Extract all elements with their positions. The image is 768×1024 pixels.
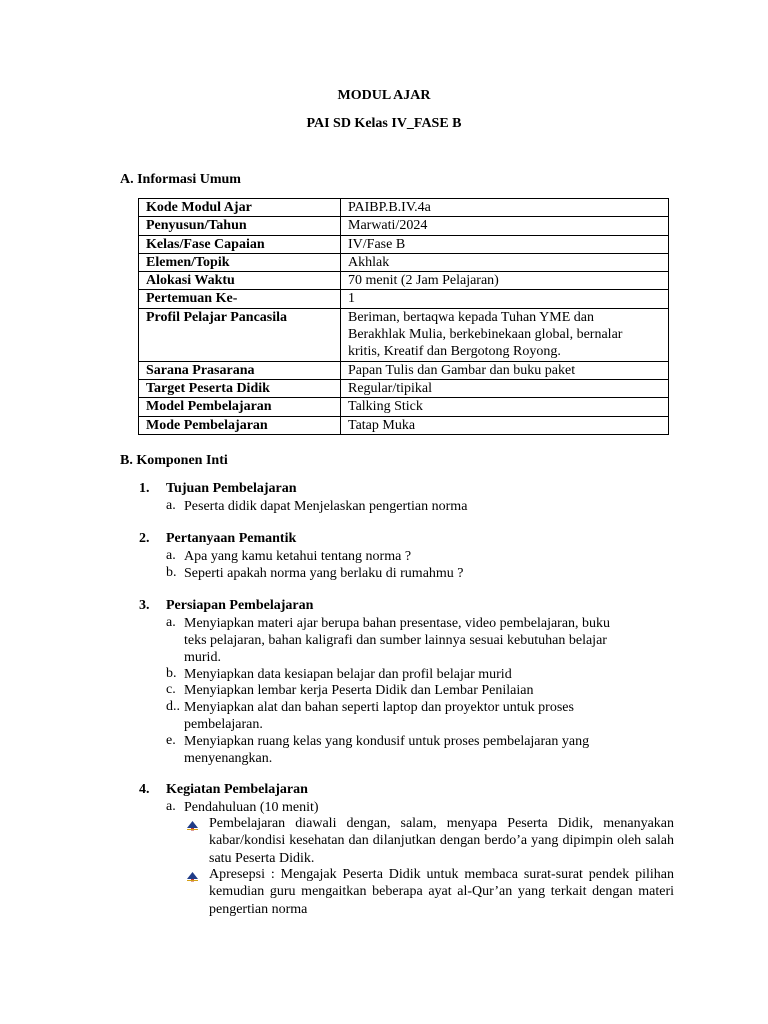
item-title: Kegiatan Pembelajaran [166, 782, 308, 797]
sub-text: Menyiapkan lembar kerja Peserta Didik dan Lembar Penilaian [184, 683, 534, 698]
sub-letter: d.. [166, 699, 180, 714]
document-subtitle: PAI SD Kelas IV_FASE B [306, 116, 462, 131]
table-value: Beriman, bertaqwa kepada Tuhan YME dan Berakhlak Mulia, berkebinekaan global, bernalar kritis, Kreatif dan Bergotong Royong. [341, 308, 669, 361]
table-row [139, 199, 669, 217]
item-number: 2. [139, 531, 150, 546]
sub-text: Seperti apakah norma yang berlaku di rumahmu ? [184, 566, 464, 581]
document-title: MODUL AJAR [337, 88, 431, 103]
item-number: 3. [139, 598, 150, 613]
table-key: Kode Modul Ajar [139, 199, 341, 217]
table-value: 1 [341, 290, 669, 308]
table-key: Model Pembelajaran [139, 398, 341, 416]
table-value: PAIBP.B.IV.4a [341, 199, 669, 217]
table-row [139, 361, 669, 379]
sub-letter: a. [166, 548, 176, 563]
section-a-heading: A. Informasi Umum [120, 172, 241, 187]
table-row [139, 398, 669, 416]
sub-text: Menyiapkan alat dan bahan seperti laptop dan proyektor untuk proses [184, 700, 574, 715]
table-row [139, 308, 669, 361]
table-key: Target Peserta Didik [139, 379, 341, 397]
table-key: Pertemuan Ke- [139, 290, 341, 308]
sub-letter: b. [166, 666, 177, 681]
sub-text: Menyiapkan materi ajar berupa bahan presentase, video pembelajaran, buku [184, 616, 611, 631]
item-title: Tujuan Pembelajaran [166, 481, 297, 496]
table-key: Penyusun/Tahun [139, 217, 341, 235]
table-value: Papan Tulis dan Gambar dan buku paket [341, 361, 669, 379]
item-title: Pertanyaan Pemantik [166, 531, 297, 546]
table-row [139, 235, 669, 253]
section-b-heading: B. Komponen Inti [120, 453, 228, 468]
table-key: Mode Pembelajaran [139, 416, 341, 434]
item-title: Persiapan Pembelajaran [166, 598, 314, 613]
sub-text: Pendahuluan (10 menit) [184, 800, 319, 815]
table-value: Talking Stick [341, 398, 669, 416]
sub-letter: a. [166, 615, 176, 630]
table-key: Sarana Prasarana [139, 361, 341, 379]
item-number: 4. [139, 782, 150, 797]
bullet-text: Pembelajaran diawali dengan, salam, menyapa Peserta Didik, menanyakan kabar/kondisi kesehatan dan dilanjutkan dengan berdo’a yang dipimpin oleh salah satu Peserta Didik. [209, 816, 674, 866]
table-row [139, 379, 669, 397]
sub-text: Menyiapkan data kesiapan belajar dan profil belajar murid [184, 667, 512, 682]
sub-text: menyenangkan. [184, 751, 273, 766]
item-number: 1. [139, 481, 150, 496]
sub-text: Menyiapkan ruang kelas yang kondusif untuk proses pembelajaran yang [184, 734, 590, 749]
table-key: Profil Pelajar Pancasila [139, 308, 341, 361]
sub-text: murid. [184, 650, 221, 665]
table-row [139, 290, 669, 308]
sub-letter: e. [166, 733, 176, 748]
sub-text: Peserta didik dapat Menjelaskan pengertian norma [184, 499, 468, 514]
table-value: Akhlak [341, 253, 669, 271]
table-value: Regular/tipikal [341, 379, 669, 397]
sub-text: pembelajaran. [184, 717, 263, 732]
table-key: Alokasi Waktu [139, 272, 341, 290]
sub-letter: a. [166, 498, 176, 513]
sub-text: Apa yang kamu ketahui tentang norma ? [184, 549, 412, 564]
sub-text: teks pelajaran, bahan kaligrafi dan sumber lainnya sesuai kebutuhan belajar [184, 633, 607, 648]
table-value: Tatap Muka [341, 416, 669, 434]
table-value: Marwati/2024 [341, 217, 669, 235]
table-key: Kelas/Fase Capaian [139, 235, 341, 253]
table-key: Elemen/Topik [139, 253, 341, 271]
arrow-bullet-icon [186, 818, 199, 831]
bullet-text: Apresepsi : Mengajak Peserta Didik untuk membaca surat-surat pendek pilihan kemudian guru mengaitkan beberapa ayat al-Qur’an yang terkait dengan materi pengertian norma [209, 867, 674, 917]
table-row [139, 272, 669, 290]
sub-letter: c. [166, 682, 176, 697]
sub-letter: a. [166, 799, 176, 814]
info-table [138, 198, 669, 435]
table-row [139, 217, 669, 235]
arrow-bullet-icon [186, 869, 199, 882]
table-value: IV/Fase B [341, 235, 669, 253]
table-row [139, 253, 669, 271]
sub-letter: b. [166, 565, 177, 580]
table-row [139, 416, 669, 434]
table-value: 70 menit (2 Jam Pelajaran) [341, 272, 669, 290]
